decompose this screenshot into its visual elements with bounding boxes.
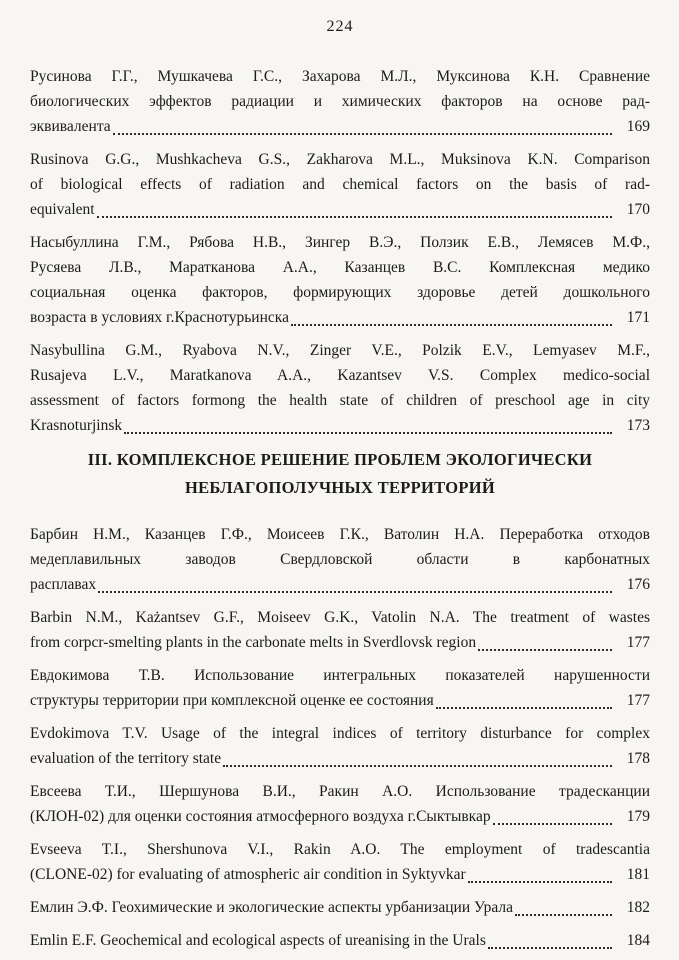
dot-leader: [488, 947, 612, 949]
entry-page-number: 184: [626, 932, 650, 949]
toc-entry-last-line: [30, 630, 650, 655]
toc-entry-line: социальная оценка факторов, формирующих здоровье детей дошкольного: [30, 284, 650, 301]
dot-leader: [97, 216, 612, 218]
entry-page-number: 169: [626, 118, 650, 135]
toc-entry-last-line: [30, 114, 650, 139]
page-number: 224: [326, 18, 354, 35]
entry-page-number: 170: [626, 201, 650, 218]
dot-leader: [113, 133, 612, 135]
entry-page-number: 173: [626, 417, 650, 434]
dot-leader: [436, 707, 612, 709]
toc-entry-line: Rusinova G.G., Mushkacheva G.S., Zakharova M.L., Muksinova K.N. Comparison: [30, 151, 650, 168]
dot-leader: [98, 591, 612, 593]
toc-entry-last-line: [30, 572, 650, 597]
toc-entry-last-line: [30, 688, 650, 713]
toc-entry: [30, 837, 650, 887]
toc-entry-line: Evseeva T.I., Shershunova V.I., Rakin A.O. The employment of tradescantia: [30, 841, 650, 858]
entry-page-number: 178: [626, 750, 650, 767]
toc-entry-text: from corpcr-smelting plants in the carbonate melts in Sverdlovsk region: [30, 634, 477, 651]
toc-entry-last-line: [30, 895, 650, 920]
toc-entry: [30, 721, 650, 771]
toc-entry-line: Евсеева Т.И., Шершунова В.И., Ракин А.О. Использование традесканции: [30, 783, 650, 800]
entry-page-number: 179: [626, 808, 650, 825]
toc-entry-text: Krasnoturjinsk: [30, 417, 123, 434]
toc-entry: [30, 779, 650, 829]
toc-entry-line: Насыбуллина Г.М., Рябова Н.В., Зингер В.Э., Ползик Е.В., Лемясев М.Ф.,: [30, 234, 650, 251]
toc-entry: [30, 895, 650, 920]
dot-leader: [468, 881, 612, 883]
toc-entry: [30, 230, 650, 330]
dot-leader: [124, 432, 612, 434]
dot-leader: [223, 765, 612, 767]
toc-entry-text: evaluation of the territory state: [30, 750, 222, 767]
toc-entry: [30, 338, 650, 438]
toc-entry-last-line: [30, 197, 650, 222]
toc-entry-line: Rusajeva L.V., Maratkanova A.A., Kazantsev V.S. Complex medico-social: [30, 367, 650, 384]
toc-entry-last-line: [30, 746, 650, 771]
toc-entry-text: возраста в условиях г.Краснотурьинска: [30, 309, 289, 326]
dot-leader: [478, 649, 612, 651]
toc-entry-last-line: [30, 862, 650, 887]
toc-entry-last-line: [30, 928, 650, 953]
toc-entry: [30, 605, 650, 655]
toc-entry-text: эквивалента: [30, 118, 111, 135]
entry-page-number: 177: [626, 634, 650, 651]
toc-entry-line: Русяева Л.В., Маратканова А.А., Казанцев В.С. Комплексная медико: [30, 259, 650, 276]
entry-page-number: 171: [626, 309, 650, 326]
section-heading: [30, 446, 650, 502]
toc-entry-line: Nasybullina G.M., Ryabova N.V., Zinger V.E., Polzik E.V., Lemyasev M.F.,: [30, 342, 650, 359]
toc-entry-text: (CLONE-02) for evaluating of atmospheric air condition in Syktyvkar: [30, 866, 466, 883]
toc-entry: [30, 64, 650, 139]
toc-entry-text: структуры территории при комплексной оценке ее состояния: [30, 692, 434, 709]
toc-entry: [30, 928, 650, 953]
toc-entry-line: assessment of factors formong the health state of children of preschool age in city: [30, 392, 650, 409]
section-heading-line-2: НЕБЛАГОПОЛУЧНЫХ ТЕРРИТОРИЙ: [184, 478, 496, 497]
toc-entry-last-line: [30, 804, 650, 829]
entry-page-number: 176: [626, 576, 650, 593]
toc-entry: [30, 147, 650, 222]
section-heading-line-1: III. КОМПЛЕКСНОЕ РЕШЕНИЕ ПРОБЛЕМ ЭКОЛОГИЧЕСКИ: [87, 450, 593, 469]
toc-entry-line: биологических эффектов радиации и химических факторов на основе рад-: [30, 93, 650, 110]
toc-entry-text: расплавах: [30, 576, 97, 593]
toc-entry-text: Емлин Э.Ф. Геохимические и экологические аспекты урбанизации Урала: [30, 899, 513, 916]
dot-leader: [291, 324, 612, 326]
entry-page-number: 181: [626, 866, 650, 883]
toc-entry-text: Emlin E.F. Geochemical and ecological aspects of ureanising in the Urals: [30, 932, 486, 949]
dot-leader: [515, 914, 612, 916]
toc-entry-line: Barbin N.M., Każantsev G.F., Moiseev G.K., Vatolin N.A. The treatment of wastes: [30, 609, 650, 626]
toc-entry-line: медеплавильных заводов Свердловской области в карбонатных: [30, 551, 650, 568]
toc-entry: [30, 522, 650, 597]
toc-entry-last-line: [30, 413, 650, 438]
toc-list-top: [30, 64, 650, 438]
toc-entry-line: Evdokimova T.V. Usage of the integral indices of territory disturbance for complex: [30, 725, 650, 742]
toc-entry: [30, 663, 650, 713]
toc-list-bottom: [30, 522, 650, 953]
entry-page-number: 177: [626, 692, 650, 709]
toc-entry-line: Евдокимова Т.В. Использование интегральных показателей нарушенности: [30, 667, 650, 684]
toc-entry-text: (КЛОН-02) для оценки состояния атмосферного воздуха г.Сыктывкар: [30, 808, 491, 825]
toc-entry-text: equivalent: [30, 201, 95, 218]
toc-entry-line: Барбин Н.М., Казанцев Г.Ф., Моисеев Г.К., Ватолин Н.А. Переработка отходов: [30, 526, 650, 543]
entry-page-number: 182: [626, 899, 650, 916]
toc-entry-line: Русинова Г.Г., Мушкачева Г.С., Захарова М.Л., Муксинова К.Н. Сравнение: [30, 68, 650, 85]
dot-leader: [493, 823, 612, 825]
toc-entry-last-line: [30, 305, 650, 330]
toc-entry-line: of biological effects of radiation and chemical factors on the basis of rad-: [30, 176, 650, 193]
